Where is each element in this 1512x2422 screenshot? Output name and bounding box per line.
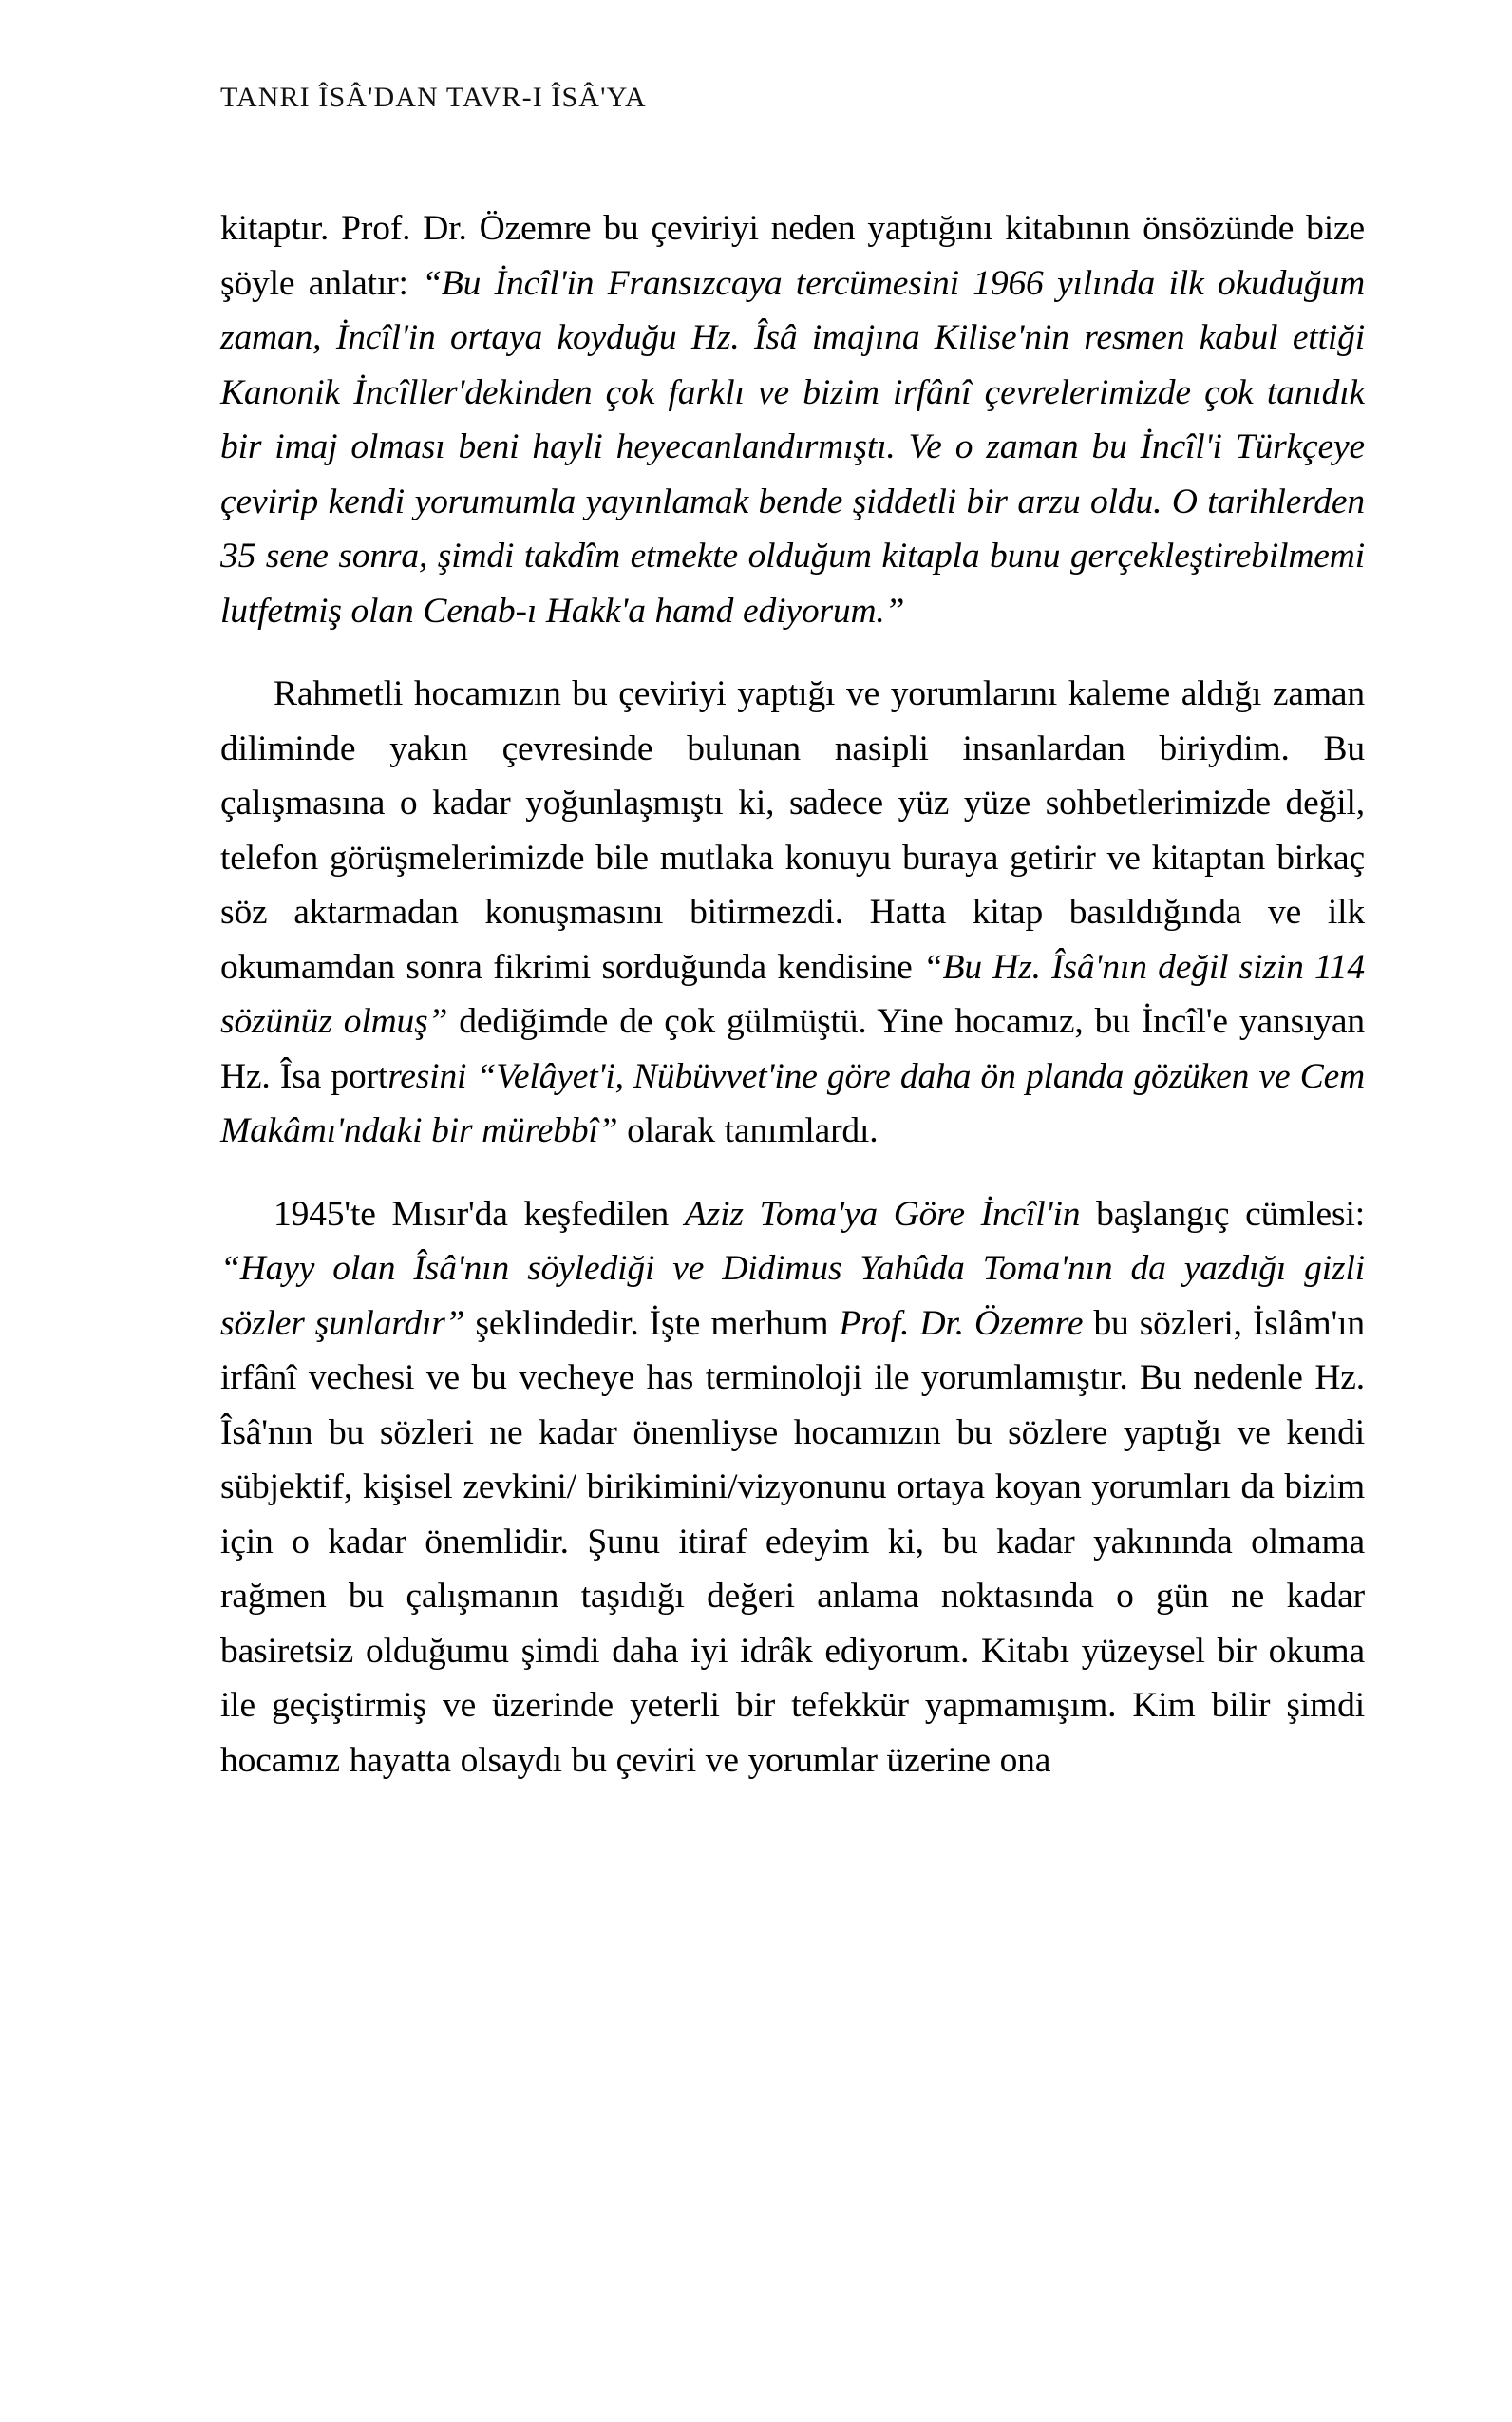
text-run-italic: Prof. Dr. Özemre — [839, 1303, 1084, 1343]
paragraph-2 — [220, 667, 1365, 1159]
text-run-roman: şeklindedir. İşte merhum — [464, 1303, 840, 1343]
text-run-italic: resini “Velâyet'i, Nübüvvet'ine göre daha ön planda gözüken ve Cem Makâmı'ndaki bir mürebbî” — [220, 1056, 1365, 1150]
text-run-roman: 1945'te Mısır'da keşfedilen — [274, 1194, 685, 1234]
text-run-italic: “Bu İncîl'in Fransızcaya tercümesini 1966 yılında ilk okuduğum zaman, İncîl'in ortaya koyduğu Hz. Îsâ imajına Kilise'nin resmen kabul ettiği Kanonik İncîller'dekinden çok farklı ve bizim irfânî çevrelerimizde çok tanıdık bir imaj olması beni hayli heyecanlandırmıştı. Ve o zaman bu İncîl'i Türkçeye çevirip kendi yorumumla yayınlamak bende şiddetli bir arzu oldu. O tarihlerden 35 sene sonra, şimdi takdîm etmekte olduğum kitapla bunu gerçekleştirebilmemi lutfetmiş olan Cenab-ı Hakk'a hamd ediyorum.” — [220, 263, 1365, 631]
text-run-roman: olarak tanımlardı. — [617, 1111, 879, 1150]
text-run-italic: Aziz Toma'ya Göre İncîl'in — [684, 1194, 1081, 1234]
paragraph-3 — [220, 1187, 1365, 1788]
text-run-roman: başlangıç cümlesi: — [1080, 1194, 1365, 1234]
text-run-roman: kitaptır. Prof. Dr. Özemre bu çeviriyi neden yaptığını kitabının önsözünde bize şöyle anlatır: — [220, 209, 1365, 303]
text-run-italic: “Bu Hz. Îsâ'nın değil sizin 114 sözünüz olmuş” — [220, 947, 1366, 1041]
text-run-roman: Rahmetli hocamızın bu çeviriyi yaptığı ve yorumlarını kaleme aldığı zaman diliminde yakın çevresinde bulunan nasipli insanlardan biriydim. Bu çalışmasına o kadar yoğunlaşmıştı ki, sadece yüz yüze sohbetlerimizde değil, telefon görüşmelerimizde bile mutlaka konuyu buraya getirir ve kitaptan birkaç söz aktarmadan konuşmasını bitirmezdi. Hatta kitap basıldığında ve ilk okumamdan sonra fikrimi sorduğunda kendisine — [220, 674, 1365, 987]
running-head: TANRI ÎSÂ'DAN TAVR-I ÎSÂ'YA — [220, 82, 647, 113]
paragraph-1 — [220, 201, 1365, 638]
text-run-roman: bu sözleri, İslâm'ın irfânî vechesi ve bu vecheye has terminoloji ile yorumlamıştır. Bu nedenle Hz. Îsâ'nın bu sözleri ne kadar önemliyse hocamızın bu sözlere yaptığı ve kendi sübjektif, kişisel zevkini/ birikimini/vizyonunu ortaya koyan yorumları da bizim için o kadar önemlidir. Şunu itiraf edeyim ki, bu kadar yakınında olmama rağmen bu çalışmanın taşıdığı değeri anlama noktasında o gün ne kadar basiretsiz olduğumu şimdi daha iyi idrâk ediyorum. Kitabı yüzeysel bir okuma ile geçiştirmiş ve üzerinde yeterli bir tefekkür yapmamışım. Kim bilir şimdi hocamız hayatta olsaydı bu çeviri ve yorumlar üzerine ona — [220, 1303, 1365, 1780]
text-run-italic: “Hayy olan Îsâ'nın söylediği ve Didimus Yahûda Toma'nın da yazdığı gizli sözler şunlardır” — [220, 1249, 1365, 1343]
text-run-roman: dediğimde de çok gülmüştü. Yine hocamız, bu İncîl'e yansıyan Hz. Îsa port — [220, 1002, 1365, 1096]
body-text-block — [220, 201, 1365, 1788]
